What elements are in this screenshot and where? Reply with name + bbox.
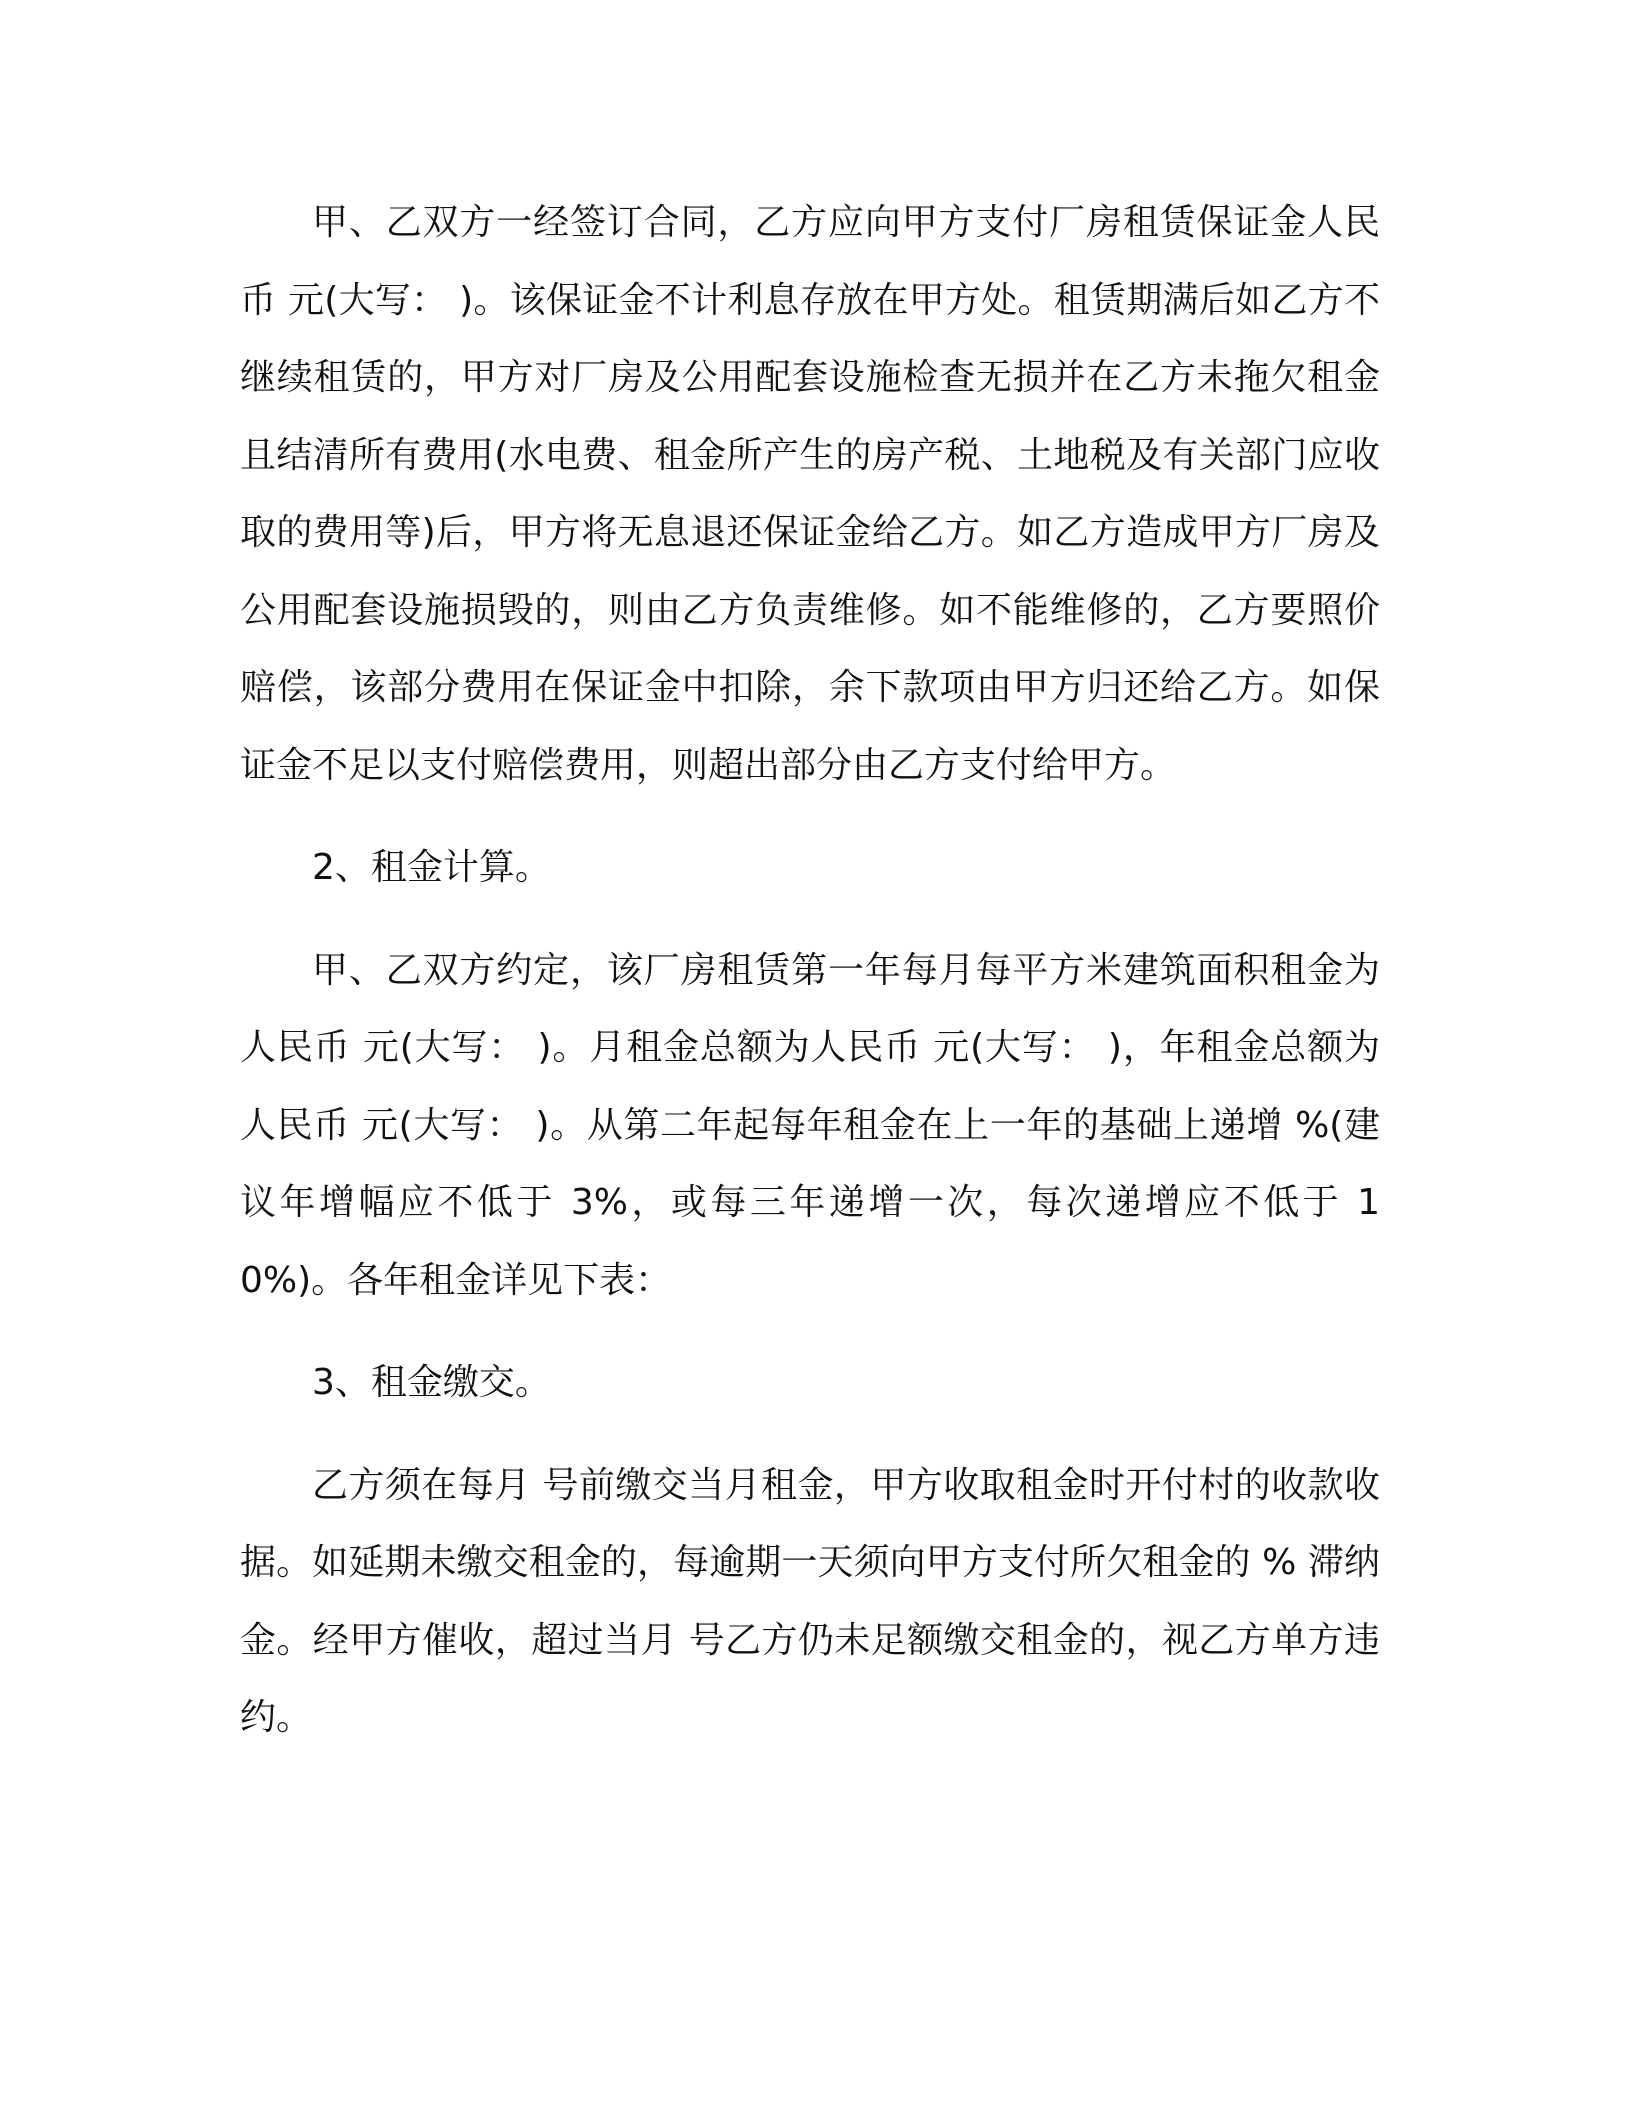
paragraph-rent-payment: 乙方须在每月 号前缴交当月租金，甲方收取租金时开付村的收款收据。如延期未缴交租金的，每逾期一天须向甲方支付所欠租金的 % 滞纳金。经甲方催收，超过当月 号乙方仍未足额缴交租金的，视乙方单方违约。 [240,1464,1380,1738]
paragraph-security-deposit: 甲、乙双方一经签订合同，乙方应向甲方支付厂房租赁保证金人民币 元(大写： )。该保证金不计利息存放在甲方处。租赁期满后如乙方不继续租赁的，甲方对厂房及公用配套设施检查无损并在乙方未拖欠租金且结清所有费用(水电费、租金所产生的房产税、土地税及有关部门应收取的费用等)后，甲方将无息退还保证金给乙方。如乙方造成甲方厂房及公用配套设施损毁的，则由乙方负责维修。如不能维修的，乙方要照价赔偿，该部分费用在保证金中扣除，余下款项由甲方归还给乙方。如保证金不足以支付赔偿费用，则超出部分由乙方支付给甲方。 [240,202,1380,786]
document-body [240,184,1380,1757]
heading-rent-payment: 3、租金缴交。 [312,1362,551,1403]
heading-rent-calculation: 2、租金计算。 [312,847,551,888]
paragraph-rent-calculation: 甲、乙双方约定，该厂房租赁第一年每月每平方米建筑面积租金为人民币 元(大写： )。月租金总额为人民币 元(大写： )，年租金总额为人民币 元(大写： )。从第二年起每年租金在上一年的基础上递增 %(建议年增幅应不低于 3%，或每三年递增一次，每次递增应不低于 10%)。各年租金详见下表： [240,949,1380,1301]
